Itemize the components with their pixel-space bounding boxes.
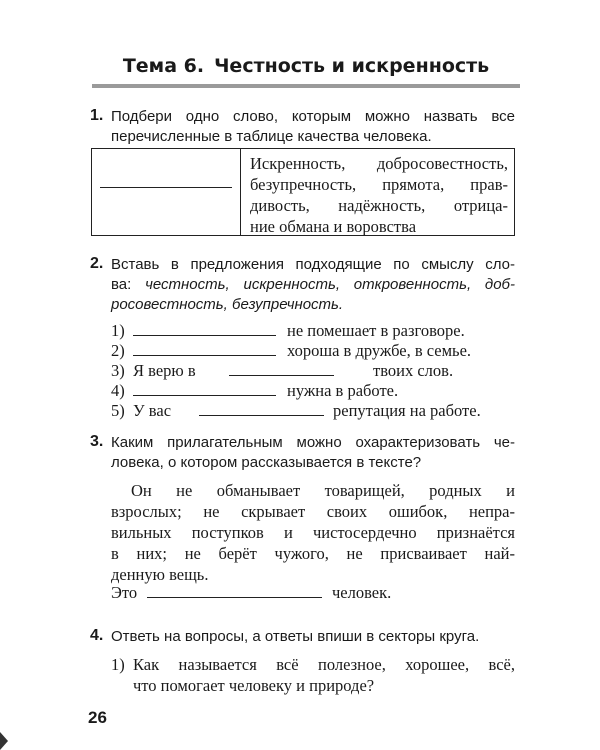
question-line: Как называется всё полезное, хорошее, всё, — [133, 655, 515, 674]
answer-suffix: человек. — [332, 583, 392, 602]
fill-blank[interactable] — [229, 375, 334, 376]
task2-number: 2. — [90, 255, 104, 272]
fill-blank[interactable] — [199, 415, 324, 416]
qualities-cell — [250, 153, 508, 237]
passage-line: взрослых; не скрывает своих ошибок, непра- — [111, 502, 515, 521]
task2-line2-plain: ва: — [111, 276, 146, 293]
row-prefix: Я верю в — [133, 361, 196, 380]
topic-heading — [92, 55, 520, 77]
task3-prompt — [111, 433, 515, 473]
fill-blank[interactable] — [133, 395, 276, 396]
qualities-line: ние обмана и воровства — [250, 217, 417, 236]
passage-line: в них; не берёт чужого, не присваивает най- — [111, 544, 515, 563]
row-prefix: У вас — [133, 401, 172, 420]
task2-line: Вставь в предложения подходящие по смыслу сло- — [111, 256, 515, 273]
corner-mark — [0, 732, 8, 750]
passage-line: вильных поступков и чистосердечно признаётся — [111, 523, 515, 542]
row-number: 2) — [111, 341, 125, 360]
answer-prefix: Это — [111, 583, 138, 602]
task4-number: 4. — [90, 627, 104, 644]
row-text: твоих слов. — [373, 361, 454, 380]
row-number: 5) — [111, 401, 125, 420]
task2-word-list-end: росовестность, безупречность. — [111, 296, 344, 313]
task3-answer-row — [111, 582, 514, 603]
row-number: 3) — [111, 361, 125, 380]
row-number: 4) — [111, 381, 125, 400]
sentence-row — [111, 380, 514, 401]
task4-line: Ответь на вопросы, а ответы впиши в секторы круга. — [111, 628, 480, 645]
qualities-line: Искренность, добросовестность, — [250, 154, 508, 173]
sentence-row — [111, 400, 514, 421]
fill-blank[interactable] — [147, 597, 322, 598]
sentence-row — [111, 340, 514, 361]
title-underline — [92, 84, 520, 88]
question-number: 1) — [111, 655, 125, 674]
task1-number: 1. — [90, 107, 104, 124]
task2-prompt — [111, 255, 515, 315]
task1-line: Подбери одно слово, которым можно назвать все — [111, 108, 515, 125]
task4-prompt — [111, 627, 515, 647]
topic-number: Тема 6. — [122, 55, 205, 77]
task3-line: ловека, о котором рассказывается в тексте? — [111, 454, 422, 471]
task3-passage — [111, 480, 515, 585]
topic-title: Честность и искренность — [214, 55, 490, 77]
task1-prompt — [111, 107, 515, 147]
task3-number: 3. — [90, 433, 104, 450]
task2-line — [111, 275, 515, 295]
row-text: репутация на работе. — [333, 401, 481, 420]
task1-answer-blank[interactable] — [100, 187, 232, 188]
sentence-row — [111, 360, 514, 381]
table-divider — [240, 149, 241, 235]
task3-line: Каким прилагательным можно охарактеризовать че- — [111, 434, 515, 451]
fill-blank[interactable] — [133, 335, 276, 336]
qualities-line: дивость, надёжность, отрица- — [250, 196, 508, 215]
task2-word-list: честность, искренность, откровенность, доб- — [145, 276, 515, 293]
row-text: хороша в дружбе, в семье. — [287, 341, 472, 360]
row-number: 1) — [111, 321, 125, 340]
question-line: что помогает человеку и природе? — [133, 676, 375, 695]
fill-blank[interactable] — [133, 355, 276, 356]
row-text: не помешает в разговоре. — [287, 321, 465, 340]
passage-line: денную вещь. — [111, 565, 209, 584]
page-number: 26 — [88, 708, 107, 727]
passage-line: Он не обманывает товарищей, родных и — [131, 481, 515, 500]
sentence-row — [111, 320, 514, 341]
qualities-line: безупречность, прямота, прав- — [250, 175, 508, 194]
task1-line: перечисленные в таблице качества человека. — [111, 128, 432, 145]
row-text: нужна в работе. — [287, 381, 399, 400]
task1-table — [91, 148, 515, 236]
